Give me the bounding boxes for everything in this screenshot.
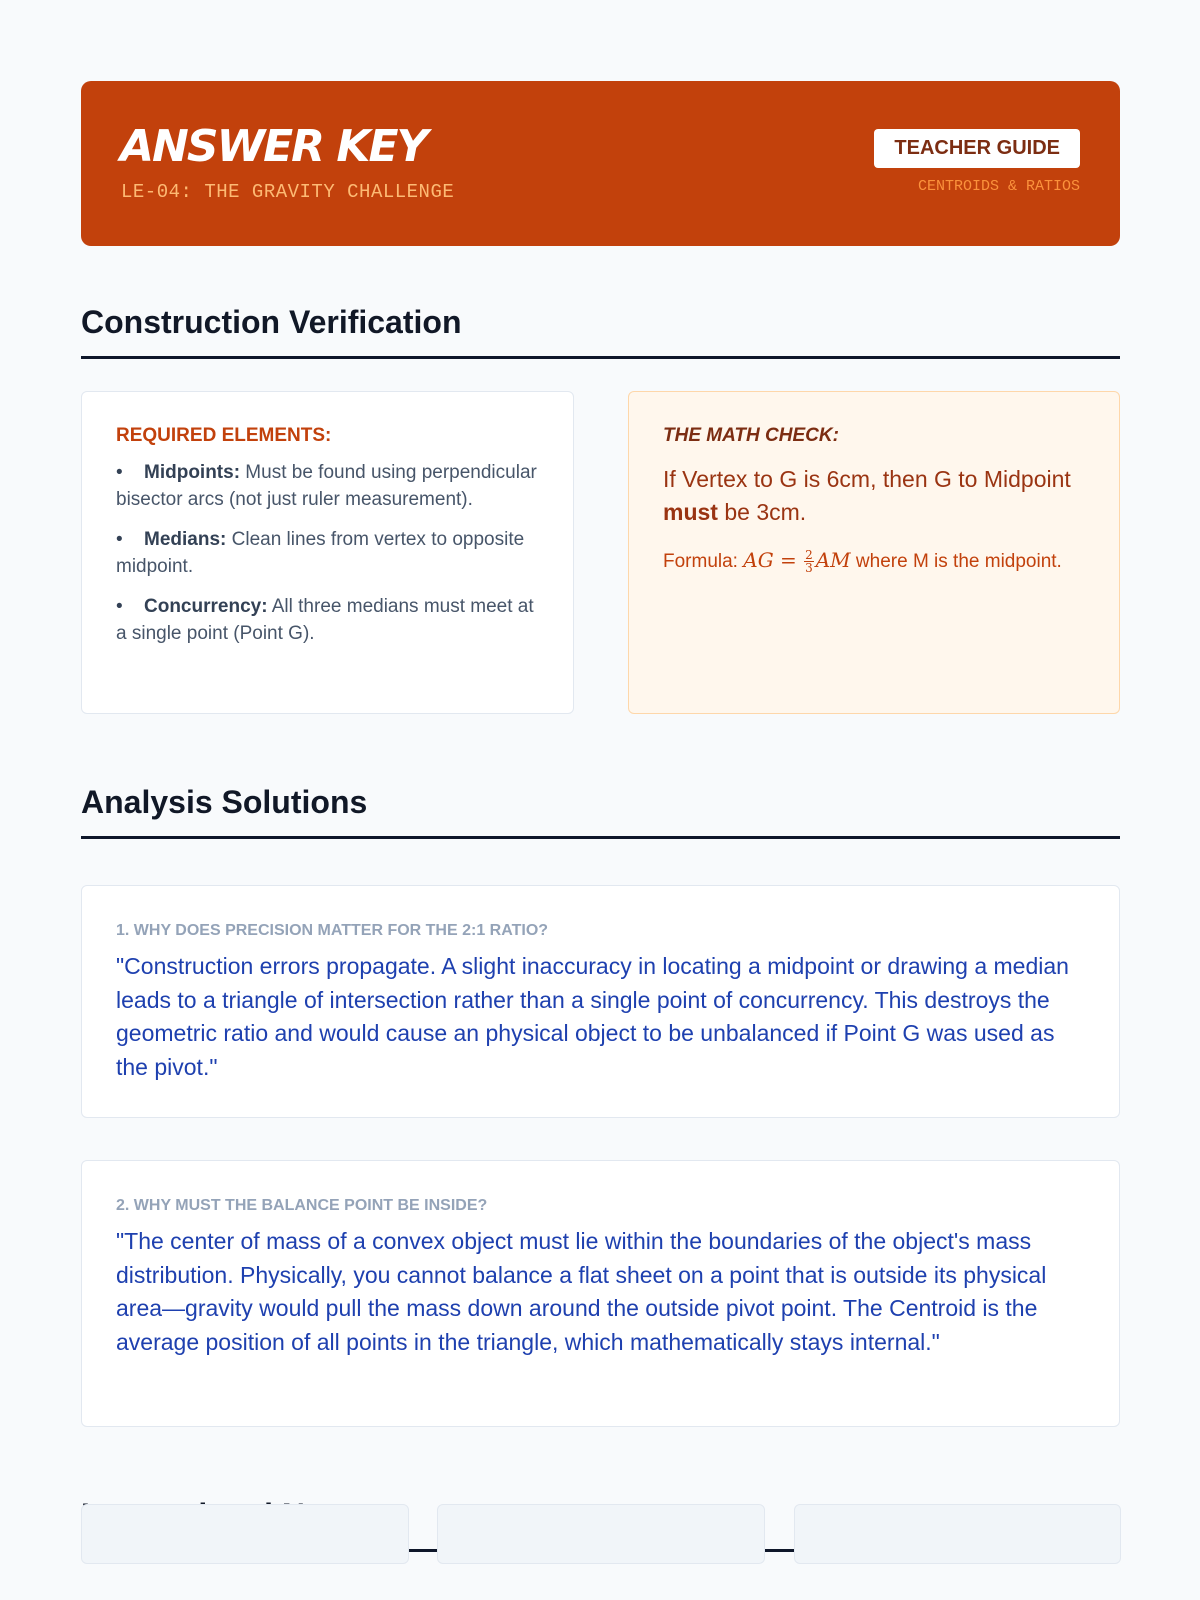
teacher-guide-badge: TEACHER GUIDE bbox=[874, 129, 1080, 168]
analysis-card-2 bbox=[81, 1160, 1120, 1427]
math-check-formula: Formula: AG = $\frac{2}{3}$ AM where M is the midpoint. bbox=[663, 548, 1062, 576]
list-item: • Concurrency: All three medians must meet at a single point (Point G). bbox=[116, 596, 534, 644]
header-banner bbox=[81, 81, 1120, 246]
analysis-question: 1. WHY DOES PRECISION MATTER FOR THE 2:1 RATIO? bbox=[116, 922, 549, 939]
section-heading-analysis: Analysis Solutions bbox=[81, 785, 1120, 839]
required-elements-card bbox=[81, 391, 574, 714]
page-title: ANSWER KEY bbox=[120, 121, 427, 172]
required-elements-label: REQUIRED ELEMENTS: bbox=[116, 425, 332, 446]
analysis-answer: "Construction errors propagate. A slight inaccuracy in locating a midpoint or drawing a median leads to a triangle of intersection rather than a single point of concurrency. This destroys the geometric ratio and would cause an physical object to be unbalanced if Point G was used as the pivot." bbox=[116, 953, 1069, 1080]
topic-tag: CENTROIDS & RATIOS bbox=[917, 178, 1080, 195]
section-heading-construction: Construction Verification bbox=[81, 305, 1120, 359]
lesson-subtitle: LE-04: THE GRAVITY CHALLENGE bbox=[121, 181, 455, 203]
note-card bbox=[437, 1504, 765, 1564]
analysis-question: 2. WHY MUST THE BALANCE POINT BE INSIDE? bbox=[116, 1197, 488, 1214]
note-card bbox=[81, 1504, 409, 1564]
required-elements-list bbox=[116, 459, 539, 647]
note-card bbox=[794, 1504, 1121, 1564]
answer-key-page bbox=[81, 81, 1120, 1355]
math-check-card bbox=[628, 391, 1120, 714]
list-item: • Medians: Clean lines from vertex to opposite midpoint. bbox=[116, 529, 525, 577]
analysis-card-1 bbox=[81, 885, 1120, 1118]
math-check-label: THE MATH CHECK: bbox=[663, 425, 839, 446]
fraction: $\frac{2}{3}$ bbox=[805, 548, 813, 576]
math-check-statement: If Vertex to G is 6cm, then G to Midpoint must be 3cm. bbox=[663, 466, 1071, 525]
list-item: • Midpoints: Must be found using perpendicular bisector arcs (not just ruler measurement). bbox=[116, 462, 537, 510]
analysis-answer: "The center of mass of a convex object must lie within the boundaries of the object's mass distribution. Physically, you cannot balance a flat sheet on a point that is outside its physical area—gravity would pull the mass down around the outside pivot point. The Centroid is the average position of all points in the triangle, which mathematically stays internal." bbox=[116, 1228, 1047, 1355]
